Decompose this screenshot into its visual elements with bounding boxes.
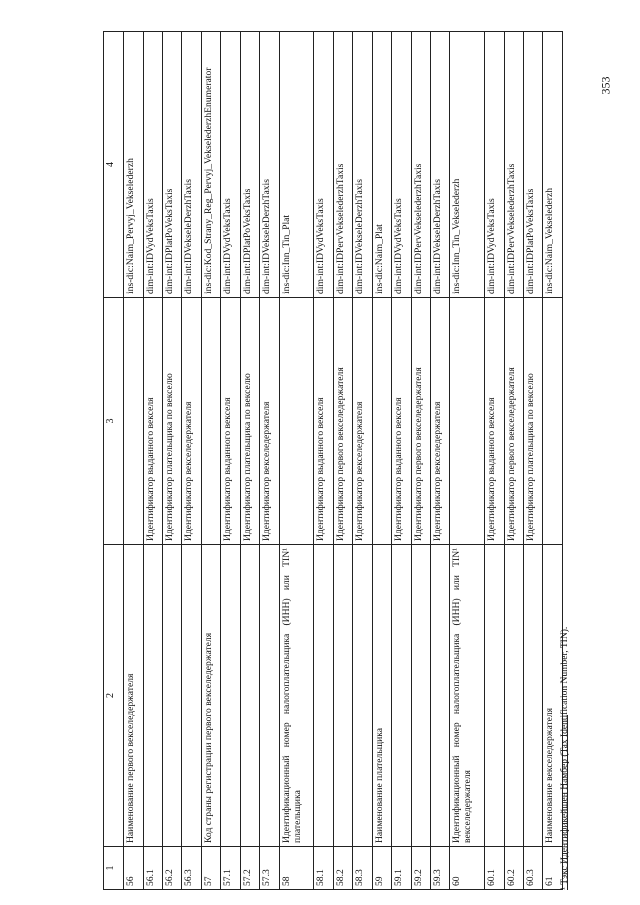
table-row <box>411 32 430 890</box>
row-identifier <box>201 298 220 545</box>
row-number: 59.2 <box>411 847 430 890</box>
row-name <box>162 545 181 847</box>
row-number: 58.1 <box>314 847 333 890</box>
row-number: 60.1 <box>485 847 504 890</box>
header-col-4: 4 <box>104 32 124 298</box>
row-identifier: Идентификатор первого векселедержателя <box>411 298 430 545</box>
row-number: 58.3 <box>353 847 372 890</box>
row-code: dim-int:IDVekseleDerzhTaxis <box>182 32 201 298</box>
row-name: Идентификационный номер налогоплательщика (ИНН) или TIN¹ плательщика <box>279 545 314 847</box>
row-name <box>411 545 430 847</box>
data-table <box>103 31 563 890</box>
row-name <box>221 545 240 847</box>
row-name <box>333 545 352 847</box>
row-identifier <box>450 298 485 545</box>
row-number: 58 <box>279 847 314 890</box>
row-identifier <box>372 298 391 545</box>
table-row <box>279 32 314 890</box>
row-identifier: Идентификатор плательщика по векселю <box>523 298 542 545</box>
row-identifier <box>124 298 143 545</box>
row-identifier: Идентификатор выданного векселя <box>392 298 411 545</box>
table-row <box>353 32 372 890</box>
row-identifier: Идентификатор векселедержателя <box>182 298 201 545</box>
row-number: 57.1 <box>221 847 240 890</box>
row-name <box>182 545 201 847</box>
row-name <box>485 545 504 847</box>
table-row <box>333 32 352 890</box>
table-row <box>162 32 181 890</box>
row-number: 57.3 <box>260 847 279 890</box>
table-row <box>124 32 143 890</box>
row-number: 59.1 <box>392 847 411 890</box>
row-number: 59 <box>372 847 391 890</box>
row-code: dim-int:IDPervVekselederzhTaxis <box>504 32 523 298</box>
row-number: 60.2 <box>504 847 523 890</box>
header-col-3: 3 <box>104 298 124 545</box>
row-code: ins-dic:Naim_Pervyj_Vekselederzh <box>124 32 143 298</box>
row-identifier: Идентификатор векселедержателя <box>260 298 279 545</box>
row-code: dim-int:IDPervVekselederzhTaxis <box>411 32 430 298</box>
row-code: dim-int:IDVydVeksTaxis <box>221 32 240 298</box>
row-identifier: Идентификатор векселедержателя <box>430 298 449 545</box>
table-header-row <box>104 32 124 890</box>
row-number: 57.2 <box>240 847 259 890</box>
row-identifier: Идентификатор выданного векселя <box>314 298 333 545</box>
row-code: ins-dic:Naim_Plat <box>372 32 391 298</box>
table-row <box>504 32 523 890</box>
table-row <box>372 32 391 890</box>
table-row <box>392 32 411 890</box>
row-code: ins-dic:Inn_Tin_Vekselederzh <box>450 32 485 298</box>
row-name: Наименование плательщика <box>372 545 391 847</box>
row-identifier: Идентификатор выданного векселя <box>221 298 240 545</box>
row-name: Код страны регистрации первого векселедержателя <box>201 545 220 847</box>
table-row <box>485 32 504 890</box>
row-number: 56.2 <box>162 847 181 890</box>
row-number: 57 <box>201 847 220 890</box>
row-number: 59.3 <box>430 847 449 890</box>
row-name <box>392 545 411 847</box>
row-code: dim-int:IDVekseleDerzhTaxis <box>430 32 449 298</box>
row-code: dim-int:IDVekseleDerzhTaxis <box>353 32 372 298</box>
row-number: 56 <box>124 847 143 890</box>
header-col-1: 1 <box>104 847 124 890</box>
row-name <box>430 545 449 847</box>
page-number: 353 <box>598 76 613 95</box>
row-code: ins-dic:Inn_Tin_Plat <box>279 32 314 298</box>
row-code: dim-int:IDPlatPoVeksTaxis <box>162 32 181 298</box>
row-number: 61 <box>543 847 563 890</box>
row-code: dim-int:IDVydVeksTaxis <box>392 32 411 298</box>
row-identifier <box>543 298 563 545</box>
table-row <box>523 32 542 890</box>
footnote: ¹ Тэкс Идентификейшен Намбер (Tax Identification Number, TIN). <box>560 626 570 890</box>
table-row <box>430 32 449 890</box>
table-row <box>182 32 201 890</box>
row-number: 58.2 <box>333 847 352 890</box>
row-identifier: Идентификатор векселедержателя <box>353 298 372 545</box>
row-code: ins-dic:Kod_Strany_Reg_Pervyj_VekselederzhEnumerator <box>201 32 220 298</box>
table-row <box>221 32 240 890</box>
row-identifier: Идентификатор плательщика по векселю <box>162 298 181 545</box>
header-col-2: 2 <box>104 545 124 847</box>
row-identifier: Идентификатор выданного векселя <box>485 298 504 545</box>
row-identifier: Идентификатор первого векселедержателя <box>504 298 523 545</box>
table-row <box>450 32 485 890</box>
row-number: 60 <box>450 847 485 890</box>
rotated-table-container <box>103 60 563 890</box>
row-name: Идентификационный номер налогоплательщика (ИНН) или TIN¹ векселедержателя <box>450 545 485 847</box>
table-row <box>201 32 220 890</box>
table-row <box>260 32 279 890</box>
row-code: dim-int:IDPlatPoVeksTaxis <box>523 32 542 298</box>
row-name <box>314 545 333 847</box>
table-row <box>314 32 333 890</box>
row-name: Наименование векселедержателя <box>543 545 563 847</box>
row-identifier: Идентификатор первого векселедержателя <box>333 298 352 545</box>
row-name <box>504 545 523 847</box>
row-name <box>523 545 542 847</box>
row-number: 56.1 <box>143 847 162 890</box>
row-code: dim-int:IDPlatPoVeksTaxis <box>240 32 259 298</box>
row-identifier: Идентификатор плательщика по векселю <box>240 298 259 545</box>
row-identifier <box>279 298 314 545</box>
row-name <box>353 545 372 847</box>
row-code: dim-int:IDVydVeksTaxis <box>143 32 162 298</box>
row-identifier: Идентификатор выданного векселя <box>143 298 162 545</box>
row-code: dim-int:IDVydVeksTaxis <box>485 32 504 298</box>
row-name: Наименование первого векселедержателя <box>124 545 143 847</box>
row-number: 60.3 <box>523 847 542 890</box>
row-code: ins-dic:Naim_Vekselederzh <box>543 32 563 298</box>
row-number: 56.3 <box>182 847 201 890</box>
row-name <box>260 545 279 847</box>
table-row <box>143 32 162 890</box>
table-row <box>240 32 259 890</box>
row-code: dim-int:IDPervVekselederzhTaxis <box>333 32 352 298</box>
row-name <box>240 545 259 847</box>
row-name <box>143 545 162 847</box>
row-code: dim-int:IDVekseleDerzhTaxis <box>260 32 279 298</box>
row-code: dim-int:IDVydVeksTaxis <box>314 32 333 298</box>
